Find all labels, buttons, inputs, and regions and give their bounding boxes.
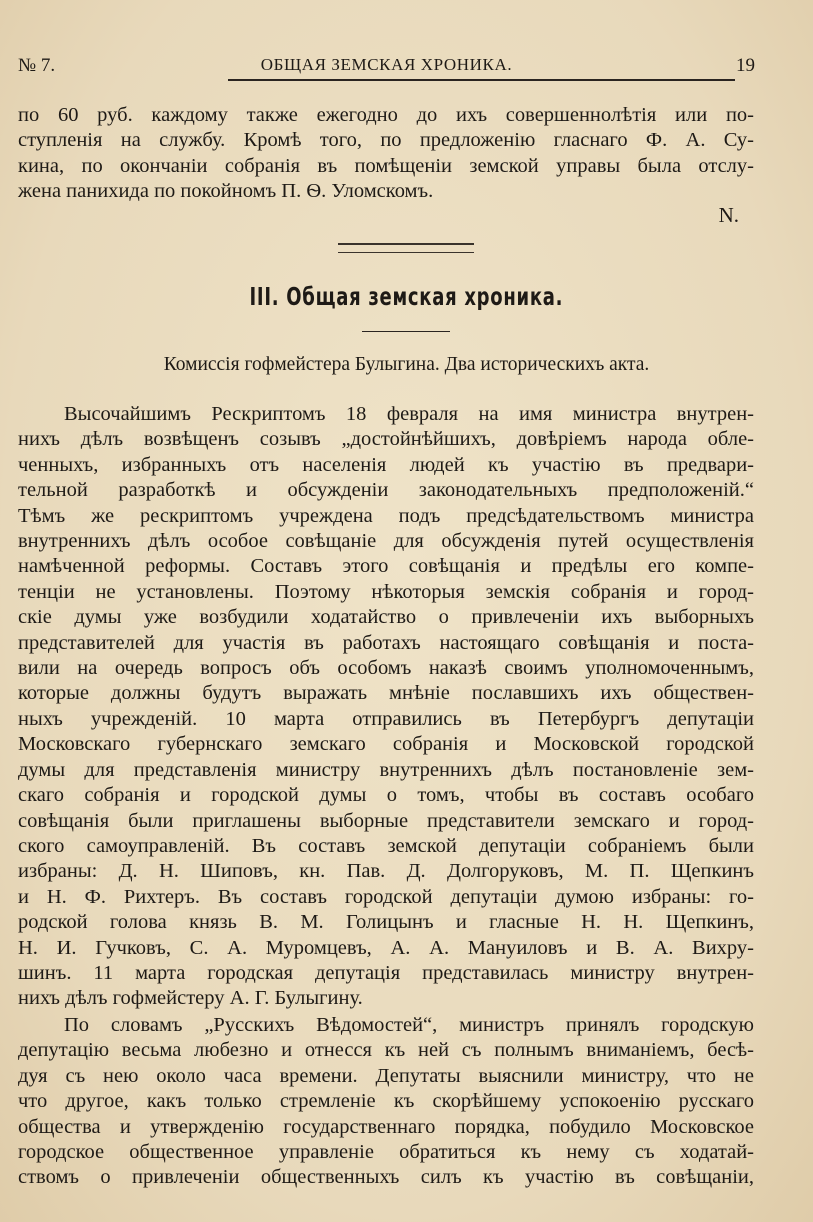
- text-line: скаго собранія и городской думы о томъ, чтобы въ составъ особаго: [18, 784, 754, 807]
- text-line: городское общественное управленіе обратиться къ нему съ ходатай-: [18, 1141, 754, 1164]
- text-line: ныхъ учрежденій. 10 марта отправились въ Петербургъ депутаціи: [18, 707, 754, 730]
- text-line: представителей для участія въ работахъ настоящаго совѣщанія и поста-: [18, 631, 754, 654]
- text-line: Тѣмъ же рескриптомъ учреждена подъ предсѣдательствомъ министра: [18, 504, 754, 527]
- text-line: жена панихида по покойномъ П. Ѳ. Уломскомъ.: [18, 180, 434, 203]
- section-subtitle: Комиссія гофмейстера Булыгина. Два историческихъ акта.: [163, 354, 650, 375]
- text-line: тельной разработкѣ и обсужденіи законодательныхъ предположеній.“: [18, 479, 754, 502]
- text-line: кина, по окончаніи собранія въ помѣщеніи земской управы была отслу-: [18, 154, 754, 177]
- intro-paragraph: [18, 103, 754, 205]
- running-header: [18, 55, 755, 81]
- text-line: ского самоуправленій. Въ составъ земской депутаціи собраніемъ были: [18, 834, 754, 857]
- section-divider: [338, 243, 474, 253]
- text-line: которые должны будутъ выражать мнѣніе пославшихъ ихъ обществен-: [18, 682, 754, 705]
- text-line: совѣщанія были приглашены выборные представители земскаго и город-: [18, 809, 754, 832]
- text-line: шинъ. 11 марта городская депутація представилась министру внутрен-: [18, 961, 754, 984]
- text-line: и Н. Ф. Рихтеръ. Въ составъ городской депутаціи думою избраны: го-: [18, 885, 754, 908]
- signature: N.: [718, 203, 739, 227]
- text-line: Н. И. Гучковъ, С. А. Муромцевъ, А. А. Мануиловъ и В. А. Вихру-: [18, 936, 754, 959]
- text-line: что другое, какъ только стремленіе къ скорѣйшему успокоенію русскаго: [18, 1090, 754, 1113]
- text-line: депутацію весьма любезно и отнесся къ ней съ полнымъ вниманіемъ, бесѣ-: [18, 1039, 754, 1062]
- text-line: ченныхъ, избранныхъ отъ населенія людей къ участію въ предвари-: [18, 453, 754, 476]
- text-line: Высочайшимъ Рескриптомъ 18 февраля на имя министра внутрен-: [64, 403, 754, 425]
- text-line: вили на очередь вопросъ объ особомъ наказѣ своимъ уполномоченнымъ,: [18, 657, 754, 680]
- text-line: нихъ дѣлъ гофмейстеру А. Г. Булыгину.: [18, 987, 363, 1010]
- header-rule: [228, 79, 735, 81]
- body-paragraph-2: [18, 1013, 754, 1191]
- text-line: родской голова князь В. М. Голицынъ и гласные Н. Н. Щепкинъ,: [18, 911, 754, 934]
- text-line: По словамъ „Русскихъ Вѣдомостей“, министръ принялъ городскую: [64, 1014, 754, 1036]
- text-line: нихъ дѣлъ возвѣщенъ созывъ „достойнѣйшихъ, довѣріемъ народа обле-: [18, 428, 754, 451]
- text-line: по 60 руб. каждому также ежегодно до ихъ совершеннолѣтія или по-: [18, 104, 754, 126]
- running-title: ОБЩАЯ ЗЕМСКАЯ ХРОНИКА.: [260, 55, 513, 74]
- page-number: 19: [736, 55, 755, 76]
- text-line: избраны: Д. Н. Шиповъ, кн. Пав. Д. Долгоруковъ, М. П. Щепкинъ: [18, 860, 754, 883]
- issue-number: № 7.: [18, 55, 56, 76]
- text-line: тенціи не установлены. Поэтому нѣкоторыя земскія собранія и город-: [18, 580, 754, 603]
- title-rule: [362, 331, 450, 332]
- text-line: ступленія на службу. Кромѣ того, по предложенію гласнаго Ф. А. Су-: [18, 129, 754, 152]
- text-line: ствомъ о привлеченіи общественныхъ силъ къ участію въ совѣщаніи,: [18, 1166, 754, 1189]
- text-line: скіе думы уже возбудили ходатайство о привлеченіи ихъ выборныхъ: [18, 606, 754, 629]
- text-line: Московскаго губернскаго земскаго собранія и Московской городской: [18, 733, 754, 756]
- text-line: общества и утвержденію государственнаго порядка, побудило Московское: [18, 1115, 754, 1138]
- text-line: думы для представленія министру внутреннихъ дѣлъ постановленіе зем-: [18, 758, 754, 781]
- text-line: дуя съ нею около часа времени. Депутаты выяснили министру, что не: [18, 1064, 754, 1087]
- text-line: намѣченной реформы. Составъ этого совѣщанія и предѣлы его компе-: [18, 555, 754, 578]
- body-paragraph-1: [18, 402, 754, 1012]
- text-line: внутреннихъ дѣлъ особое совѣщаніе для обсужденія путей осуществленія: [18, 530, 754, 553]
- section-title: III. Общая земская хроника.: [249, 282, 564, 311]
